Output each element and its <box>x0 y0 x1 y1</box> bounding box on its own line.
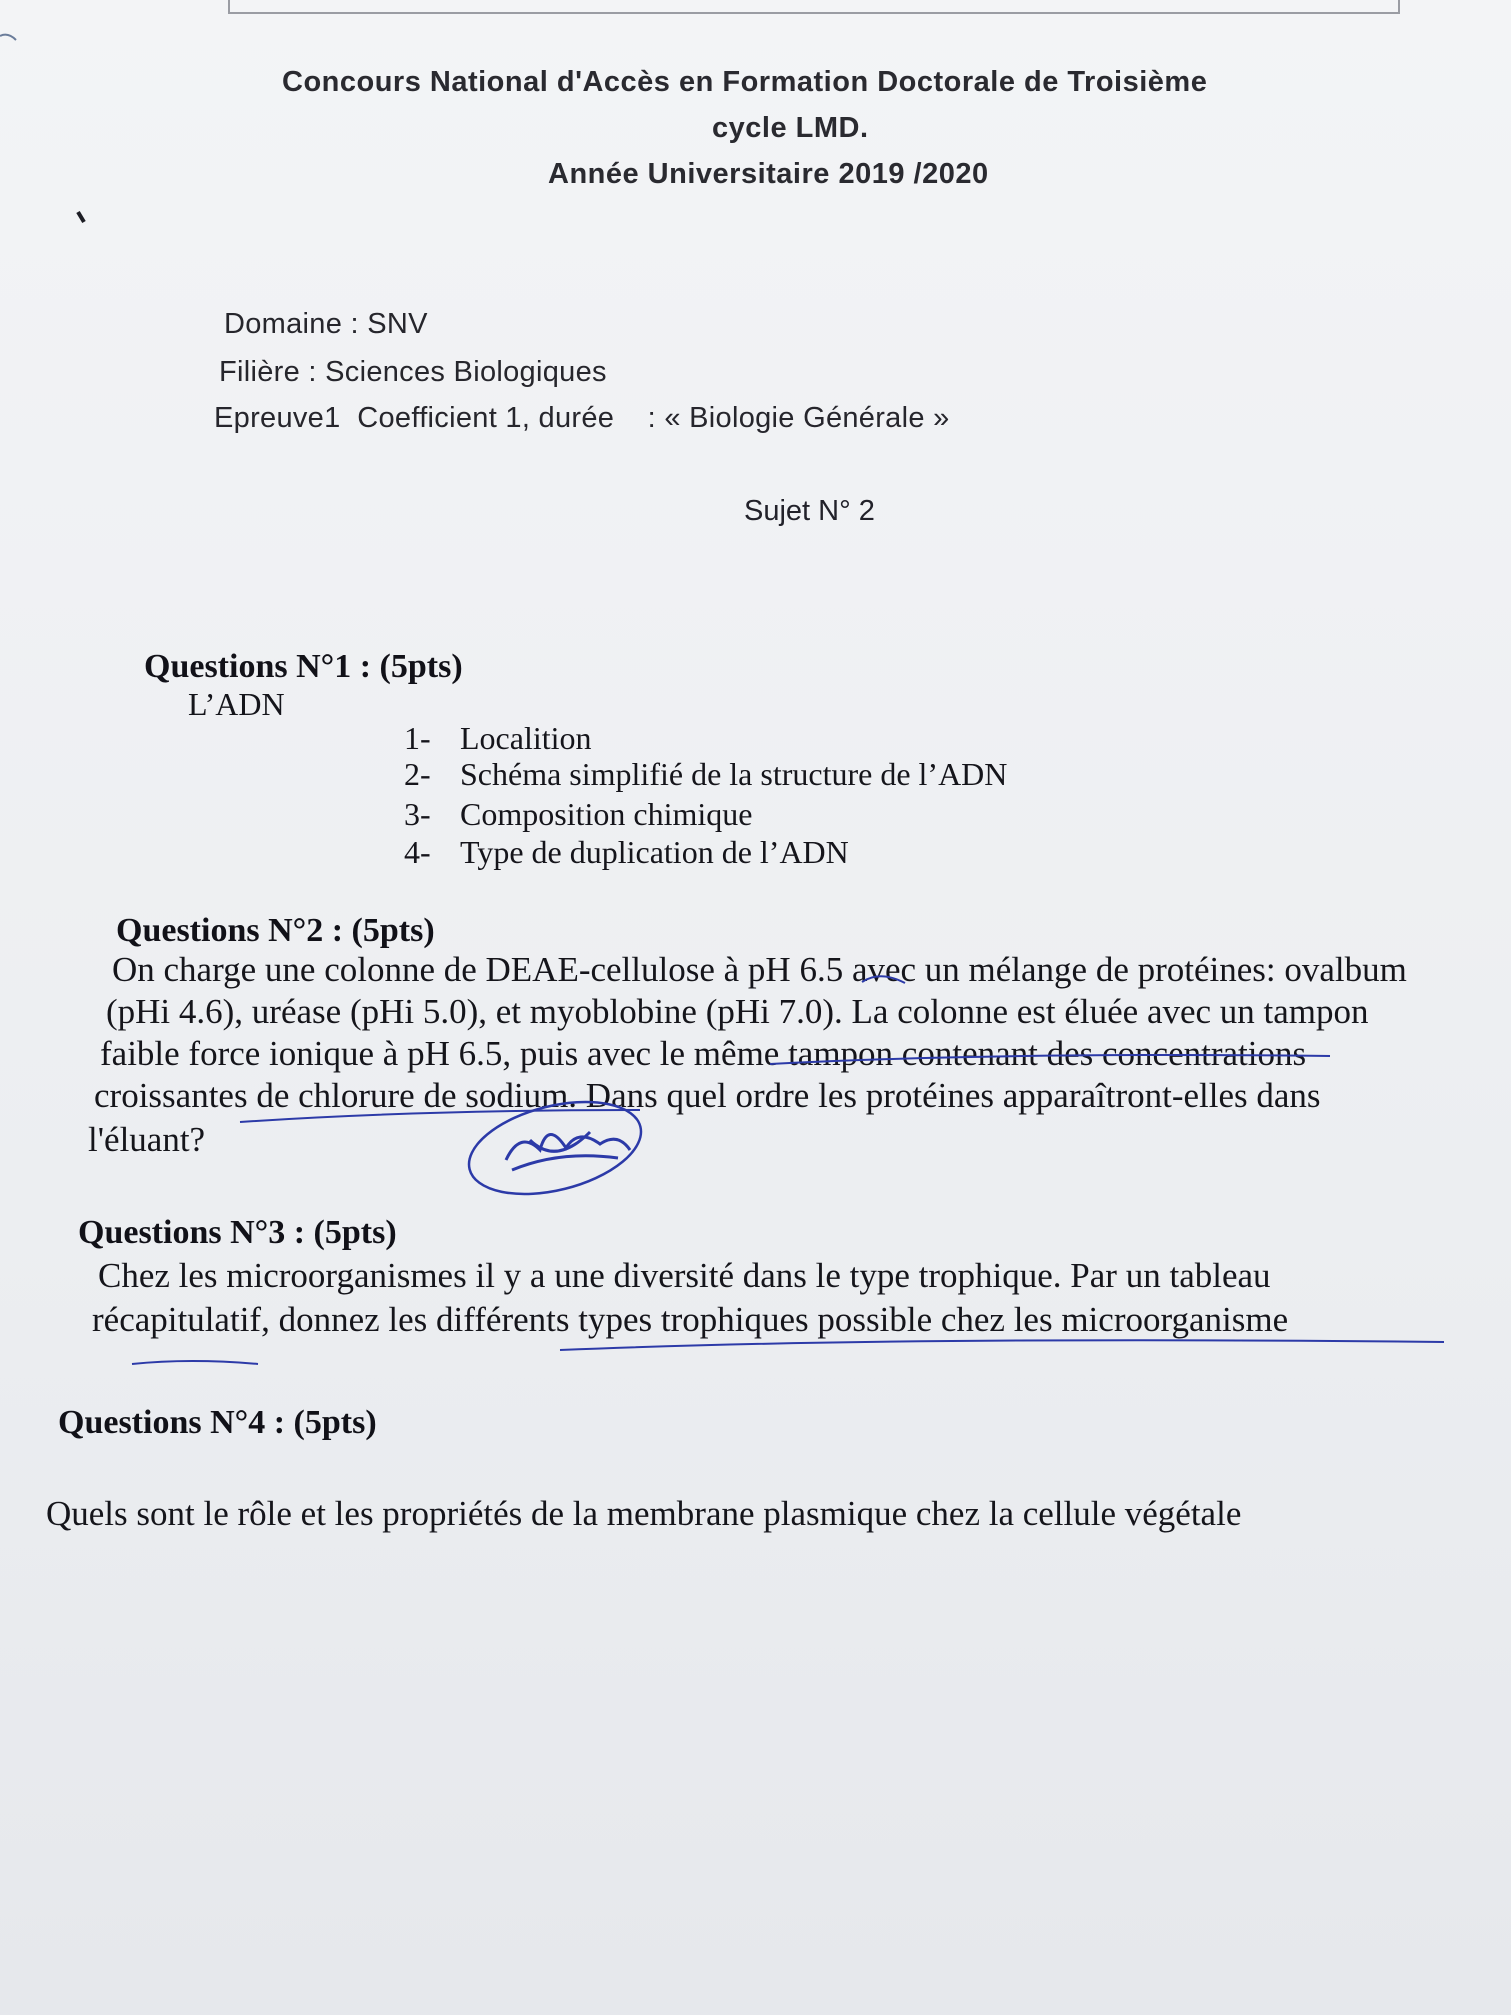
underline-chlorure <box>240 1110 640 1122</box>
exam-title-line1: Concours National d'Accès en Formation Doctorale de Troisième <box>282 66 1208 98</box>
underline-recap <box>132 1361 258 1364</box>
q1-item-2: 2- Schéma simplifié de la structure de l’ADN <box>404 756 1008 792</box>
q2-title: Questions N°2 : (5pts) <box>116 912 435 949</box>
domaine-label: Domaine : SNV <box>224 308 428 340</box>
q1-item-3: 3- Composition chimique <box>404 796 753 832</box>
subject-number: Sujet N° 2 <box>744 495 875 527</box>
epreuve-label: Epreuve1 Coefficient 1, durée : « Biologie Générale » <box>214 402 950 434</box>
underline-types <box>560 1340 1444 1350</box>
q2-line-2: (pHi 4.6), uréase (pHi 5.0), et myoblobine (pHi 7.0). La colonne est éluée avec un tampon <box>106 992 1369 1031</box>
q3-line-2: récapitulatif, donnez les différents types trophiques possible chez les microorganisme <box>92 1300 1289 1339</box>
filiere-label: Filière : Sciences Biologiques <box>219 356 607 388</box>
q1-item-4: 4- Type de duplication de l’ADN <box>404 834 849 870</box>
q4-text: Quels sont le rôle et les propriétés de la membrane plasmique chez la cellule végétale <box>46 1494 1242 1533</box>
q4-title: Questions N°4 : (5pts) <box>58 1404 377 1441</box>
q3-title: Questions N°3 : (5pts) <box>78 1214 397 1251</box>
q1-topic: L’ADN <box>188 686 285 722</box>
corner-scribble <box>0 35 16 40</box>
q2-line-5: l'éluant? <box>88 1120 206 1159</box>
q1-item-1: 1- Localition <box>404 720 592 756</box>
q2-line-4: croissantes de chlorure de sodium. Dans quel ordre les protéines apparaîtront-elles dans <box>94 1076 1321 1115</box>
signature <box>459 1086 650 1210</box>
q1-title: Questions N°1 : (5pts) <box>144 648 463 685</box>
underline-ph <box>862 976 905 983</box>
q3-line-1: Chez les microorganismes il y a une diversité dans le type trophique. Par un tableau <box>98 1256 1271 1295</box>
q2-line-3: faible force ionique à pH 6.5, puis avec le même tampon contenant des concentrations <box>100 1034 1307 1073</box>
academic-year: Année Universitaire 2019 /2020 <box>548 158 989 190</box>
underline-tampon <box>770 1055 1330 1064</box>
q2-line-1: On charge une colonne de DEAE-cellulose à pH 6.5 avec un mélange de protéines: ovalbum <box>112 950 1407 989</box>
pen-tick-mark <box>78 212 84 222</box>
exam-title-line2: cycle LMD. <box>712 112 869 144</box>
